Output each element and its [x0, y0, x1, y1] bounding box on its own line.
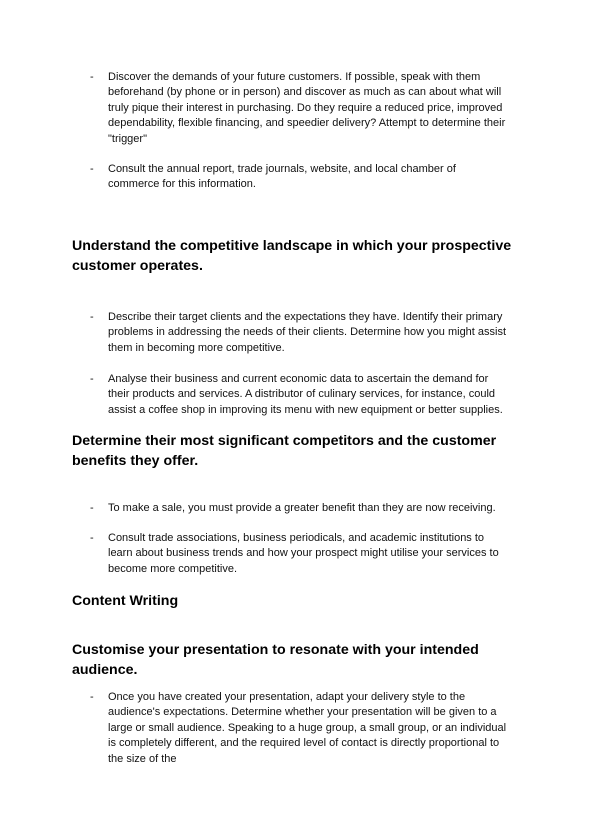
- bullet-text: Consult trade associations, business periodicals, and academic institutions to learn about business trends and how your prospect might utilise your services to become more competitive.: [108, 532, 499, 575]
- bullet-item: [90, 531, 510, 577]
- section-heading: Customise your presentation to resonate with your intended audience.: [72, 642, 479, 678]
- bullet-item: [90, 70, 510, 147]
- bullet-item: [90, 501, 510, 516]
- bullet-text: Describe their target clients and the expectations they have. Identify their primary problems in addressing the needs of their clients. Determine how you might assist them in becoming more competitive.: [108, 311, 507, 354]
- bullet-text: Analyse their business and current economic data to ascertain the demand for their products and services. A distributor of culinary services, for instance, could assist a coffee shop in improving its menu with new equipment or better supplies.: [108, 373, 503, 416]
- bullet-marker: -: [90, 691, 94, 703]
- section-heading: Determine their most significant competitors and the customer benefits they offer.: [72, 433, 497, 469]
- section-heading: Content Writing: [72, 593, 179, 609]
- bullet-marker: -: [90, 71, 94, 83]
- bullet-marker: -: [90, 502, 94, 514]
- bullet-text: Consult the annual report, trade journals, website, and local chamber of commerce for this information.: [108, 163, 456, 191]
- section-heading: Understand the competitive landscape in which your prospective customer operates.: [72, 238, 512, 274]
- bullet-marker: -: [90, 311, 94, 323]
- bullet-marker: -: [90, 373, 94, 385]
- bullet-item: [90, 690, 510, 767]
- bullet-item: [90, 310, 510, 356]
- bullet-text: Discover the demands of your future customers. If possible, speak with them beforehand (by phone or in person) and discover as much as can about what will truly pique their interest in purchasing. Do they require a reduced price, improved dependability, flexible financing, and speedier delivery? Attempt to determine their "trigger": [108, 71, 506, 145]
- bullet-text: Once you have created your presentation, adapt your delivery style to the audience's expectations. Determine whether your presentation will be given to a large or small audience. Speaking to a huge group, a small group, or an individual is completely different, and the required level of contact is directly proportional to the size of the: [108, 691, 507, 765]
- bullet-marker: -: [90, 163, 94, 175]
- bullet-marker: -: [90, 532, 94, 544]
- bullet-text: To make a sale, you must provide a greater benefit than they are now receiving.: [108, 502, 496, 514]
- bullet-item: [90, 162, 510, 193]
- bullet-item: [90, 372, 510, 418]
